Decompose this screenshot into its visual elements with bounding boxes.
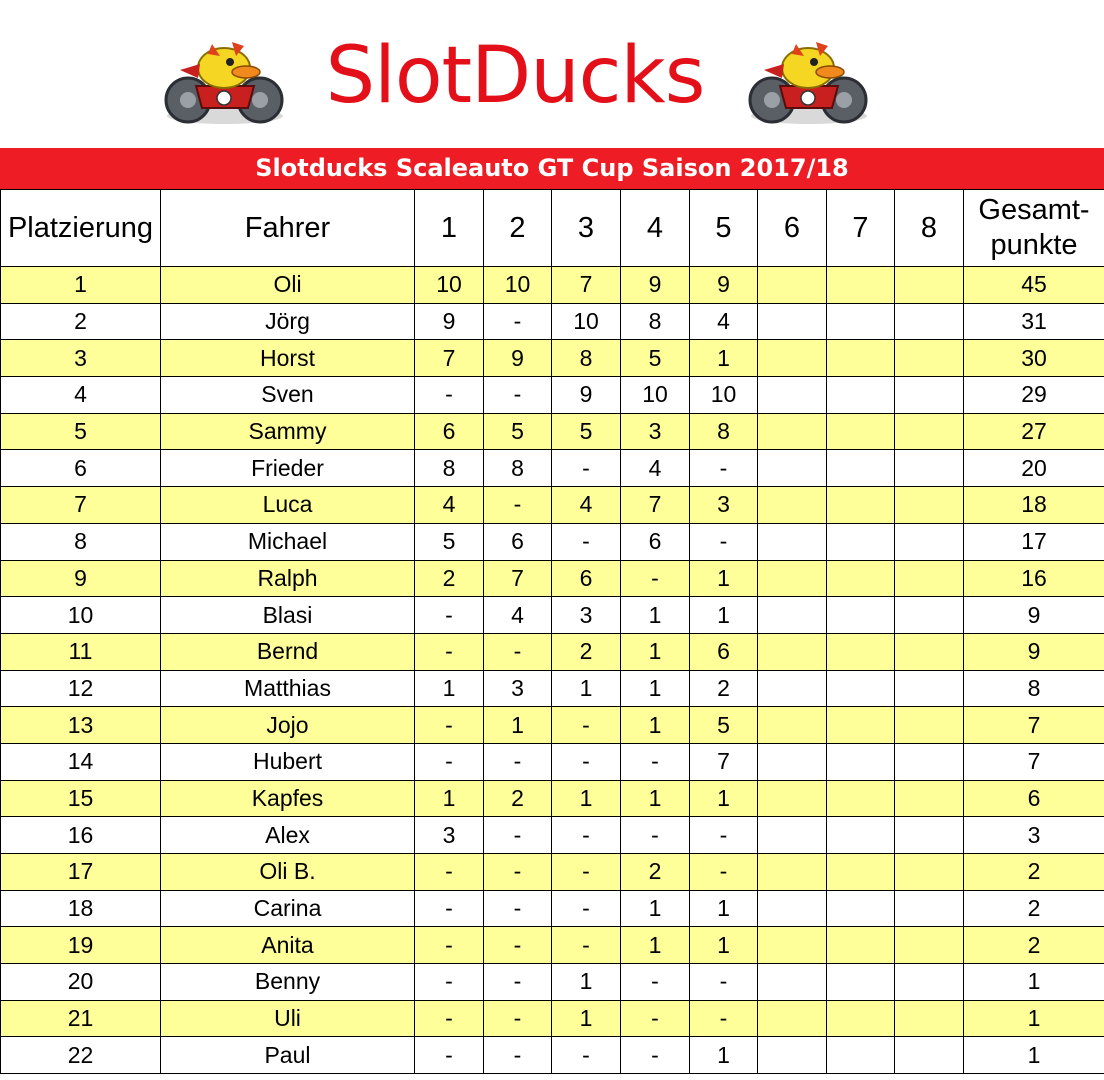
driver-name-cell: Blasi: [161, 597, 415, 634]
race-3-points-cell: 1: [552, 1000, 621, 1037]
driver-name-cell: Sven: [161, 377, 415, 414]
race-2-points-cell: -: [484, 1037, 552, 1074]
race-3-points-cell: 5: [552, 413, 621, 450]
race-3-points-cell: -: [552, 1037, 621, 1074]
race-3-points-cell: 2: [552, 633, 621, 670]
header-race-1: 1: [415, 190, 484, 267]
rank-cell: 9: [1, 560, 161, 597]
rank-cell: 22: [1, 1037, 161, 1074]
rank-cell: 14: [1, 743, 161, 780]
rank-cell: 2: [1, 303, 161, 340]
table-row: [1, 854, 1104, 891]
race-2-points-cell: 5: [484, 413, 552, 450]
race-7-points-cell: [827, 487, 895, 524]
race-3-points-cell: 1: [552, 670, 621, 707]
rank-cell: 6: [1, 450, 161, 487]
race-4-points-cell: 1: [621, 670, 690, 707]
race-4-points-cell: 2: [621, 854, 690, 891]
race-6-points-cell: [758, 743, 827, 780]
race-5-points-cell: 10: [690, 377, 758, 414]
race-2-points-cell: 7: [484, 560, 552, 597]
race-6-points-cell: [758, 413, 827, 450]
race-5-points-cell: -: [690, 1000, 758, 1037]
race-7-points-cell: [827, 413, 895, 450]
rank-cell: 11: [1, 633, 161, 670]
race-7-points-cell: [827, 743, 895, 780]
driver-name-cell: Alex: [161, 817, 415, 854]
race-1-points-cell: 2: [415, 560, 484, 597]
race-6-points-cell: [758, 377, 827, 414]
driver-name-cell: Carina: [161, 890, 415, 927]
table-row: [1, 303, 1104, 340]
total-points-cell: 7: [964, 743, 1104, 780]
race-8-points-cell: [895, 743, 964, 780]
race-2-points-cell: 9: [484, 340, 552, 377]
race-1-points-cell: -: [415, 633, 484, 670]
race-2-points-cell: -: [484, 303, 552, 340]
rank-cell: 5: [1, 413, 161, 450]
race-8-points-cell: [895, 413, 964, 450]
duck-racer-icon: [162, 30, 288, 126]
header-race-7: 7: [827, 190, 895, 267]
race-4-points-cell: 1: [621, 633, 690, 670]
driver-name-cell: Ralph: [161, 560, 415, 597]
logo-title: SlotDucks: [325, 31, 705, 121]
race-5-points-cell: 1: [690, 597, 758, 634]
table-row: [1, 927, 1104, 964]
race-4-points-cell: 10: [621, 377, 690, 414]
race-7-points-cell: [827, 707, 895, 744]
race-3-points-cell: -: [552, 450, 621, 487]
race-4-points-cell: 8: [621, 303, 690, 340]
race-2-points-cell: 6: [484, 523, 552, 560]
race-6-points-cell: [758, 707, 827, 744]
race-2-points-cell: 8: [484, 450, 552, 487]
race-6-points-cell: [758, 854, 827, 891]
driver-name-cell: Jojo: [161, 707, 415, 744]
race-6-points-cell: [758, 267, 827, 304]
total-points-cell: 9: [964, 633, 1104, 670]
race-7-points-cell: [827, 523, 895, 560]
race-5-points-cell: 5: [690, 707, 758, 744]
race-5-points-cell: 1: [690, 890, 758, 927]
header-race-5: 5: [690, 190, 758, 267]
total-points-cell: 20: [964, 450, 1104, 487]
table-row: [1, 560, 1104, 597]
race-8-points-cell: [895, 267, 964, 304]
race-7-points-cell: [827, 303, 895, 340]
race-4-points-cell: -: [621, 964, 690, 1001]
race-2-points-cell: -: [484, 890, 552, 927]
race-5-points-cell: 2: [690, 670, 758, 707]
race-8-points-cell: [895, 1000, 964, 1037]
race-2-points-cell: 2: [484, 780, 552, 817]
race-1-points-cell: -: [415, 377, 484, 414]
driver-name-cell: Frieder: [161, 450, 415, 487]
total-points-cell: 29: [964, 377, 1104, 414]
race-7-points-cell: [827, 340, 895, 377]
table-row: [1, 450, 1104, 487]
table-row: [1, 780, 1104, 817]
race-4-points-cell: 1: [621, 780, 690, 817]
driver-name-cell: Sammy: [161, 413, 415, 450]
race-5-points-cell: -: [690, 450, 758, 487]
race-7-points-cell: [827, 670, 895, 707]
total-points-cell: 18: [964, 487, 1104, 524]
driver-name-cell: Luca: [161, 487, 415, 524]
race-1-points-cell: 9: [415, 303, 484, 340]
race-7-points-cell: [827, 1000, 895, 1037]
race-6-points-cell: [758, 303, 827, 340]
race-6-points-cell: [758, 450, 827, 487]
total-points-cell: 2: [964, 890, 1104, 927]
table-row: [1, 707, 1104, 744]
driver-name-cell: Anita: [161, 927, 415, 964]
race-1-points-cell: -: [415, 743, 484, 780]
race-1-points-cell: -: [415, 854, 484, 891]
race-5-points-cell: 8: [690, 413, 758, 450]
race-4-points-cell: -: [621, 743, 690, 780]
race-3-points-cell: 7: [552, 267, 621, 304]
race-3-points-cell: 4: [552, 487, 621, 524]
header-race-8: 8: [895, 190, 964, 267]
race-5-points-cell: 1: [690, 927, 758, 964]
rank-cell: 8: [1, 523, 161, 560]
race-2-points-cell: -: [484, 487, 552, 524]
header-total-line2: punkte: [990, 229, 1078, 261]
table-row: [1, 340, 1104, 377]
standings-body: [1, 267, 1104, 1074]
race-7-points-cell: [827, 377, 895, 414]
total-points-cell: 3: [964, 817, 1104, 854]
table-row: [1, 817, 1104, 854]
logo-area: [0, 0, 1104, 148]
race-8-points-cell: [895, 1037, 964, 1074]
race-6-points-cell: [758, 487, 827, 524]
table-row: [1, 670, 1104, 707]
total-points-cell: 1: [964, 1037, 1104, 1074]
race-4-points-cell: -: [621, 1037, 690, 1074]
total-points-cell: 27: [964, 413, 1104, 450]
race-1-points-cell: -: [415, 1000, 484, 1037]
race-3-points-cell: 9: [552, 377, 621, 414]
race-8-points-cell: [895, 964, 964, 1001]
race-7-points-cell: [827, 450, 895, 487]
race-3-points-cell: -: [552, 523, 621, 560]
driver-name-cell: Bernd: [161, 633, 415, 670]
race-3-points-cell: 10: [552, 303, 621, 340]
race-1-points-cell: 1: [415, 670, 484, 707]
race-7-points-cell: [827, 560, 895, 597]
race-2-points-cell: -: [484, 817, 552, 854]
total-points-cell: 1: [964, 1000, 1104, 1037]
race-5-points-cell: 7: [690, 743, 758, 780]
race-5-points-cell: 6: [690, 633, 758, 670]
race-3-points-cell: -: [552, 854, 621, 891]
race-6-points-cell: [758, 1000, 827, 1037]
rank-cell: 3: [1, 340, 161, 377]
table-row: [1, 377, 1104, 414]
total-points-cell: 2: [964, 927, 1104, 964]
race-6-points-cell: [758, 523, 827, 560]
table-row: [1, 890, 1104, 927]
race-3-points-cell: -: [552, 817, 621, 854]
race-7-points-cell: [827, 780, 895, 817]
rank-cell: 20: [1, 964, 161, 1001]
header-race-6: 6: [758, 190, 827, 267]
driver-name-cell: Matthias: [161, 670, 415, 707]
standings-table: [0, 189, 1104, 1074]
race-6-points-cell: [758, 890, 827, 927]
race-7-points-cell: [827, 964, 895, 1001]
race-1-points-cell: 4: [415, 487, 484, 524]
table-row: [1, 597, 1104, 634]
race-1-points-cell: -: [415, 1037, 484, 1074]
race-1-points-cell: 6: [415, 413, 484, 450]
race-3-points-cell: 8: [552, 340, 621, 377]
rank-cell: 12: [1, 670, 161, 707]
season-banner: Slotducks Scaleauto GT Cup Saison 2017/18: [0, 148, 1104, 189]
header-total: [964, 190, 1104, 267]
race-8-points-cell: [895, 523, 964, 560]
table-row: [1, 1000, 1104, 1037]
race-8-points-cell: [895, 377, 964, 414]
race-1-points-cell: -: [415, 964, 484, 1001]
driver-name-cell: Kapfes: [161, 780, 415, 817]
table-row: [1, 964, 1104, 1001]
race-3-points-cell: -: [552, 927, 621, 964]
rank-cell: 21: [1, 1000, 161, 1037]
race-6-points-cell: [758, 1037, 827, 1074]
total-points-cell: 9: [964, 597, 1104, 634]
race-1-points-cell: 7: [415, 340, 484, 377]
race-8-points-cell: [895, 450, 964, 487]
race-4-points-cell: 1: [621, 707, 690, 744]
race-2-points-cell: -: [484, 1000, 552, 1037]
race-4-points-cell: 9: [621, 267, 690, 304]
race-5-points-cell: -: [690, 964, 758, 1001]
race-3-points-cell: 1: [552, 964, 621, 1001]
rank-cell: 17: [1, 854, 161, 891]
race-7-points-cell: [827, 1037, 895, 1074]
race-5-points-cell: 1: [690, 1037, 758, 1074]
duck-racer-icon: [746, 30, 872, 126]
race-5-points-cell: 9: [690, 267, 758, 304]
race-7-points-cell: [827, 927, 895, 964]
race-1-points-cell: 1: [415, 780, 484, 817]
race-1-points-cell: 3: [415, 817, 484, 854]
race-8-points-cell: [895, 560, 964, 597]
table-row: [1, 487, 1104, 524]
table-row: [1, 1037, 1104, 1074]
race-1-points-cell: 8: [415, 450, 484, 487]
rank-cell: 19: [1, 927, 161, 964]
race-7-points-cell: [827, 597, 895, 634]
race-5-points-cell: 1: [690, 560, 758, 597]
total-points-cell: 2: [964, 854, 1104, 891]
driver-name-cell: Oli B.: [161, 854, 415, 891]
race-4-points-cell: 1: [621, 927, 690, 964]
header-race-4: 4: [621, 190, 690, 267]
race-6-points-cell: [758, 670, 827, 707]
total-points-cell: 45: [964, 267, 1104, 304]
race-6-points-cell: [758, 340, 827, 377]
race-8-points-cell: [895, 633, 964, 670]
race-5-points-cell: 1: [690, 780, 758, 817]
race-4-points-cell: 1: [621, 890, 690, 927]
driver-name-cell: Benny: [161, 964, 415, 1001]
table-row: [1, 743, 1104, 780]
driver-name-cell: Jörg: [161, 303, 415, 340]
race-6-points-cell: [758, 964, 827, 1001]
driver-name-cell: Hubert: [161, 743, 415, 780]
rank-cell: 15: [1, 780, 161, 817]
table-row: [1, 633, 1104, 670]
driver-name-cell: Uli: [161, 1000, 415, 1037]
race-7-points-cell: [827, 267, 895, 304]
race-8-points-cell: [895, 340, 964, 377]
total-points-cell: 17: [964, 523, 1104, 560]
race-2-points-cell: -: [484, 854, 552, 891]
race-2-points-cell: 10: [484, 267, 552, 304]
total-points-cell: 30: [964, 340, 1104, 377]
race-3-points-cell: -: [552, 890, 621, 927]
race-5-points-cell: 3: [690, 487, 758, 524]
race-6-points-cell: [758, 633, 827, 670]
race-5-points-cell: -: [690, 817, 758, 854]
race-8-points-cell: [895, 707, 964, 744]
race-5-points-cell: -: [690, 523, 758, 560]
race-8-points-cell: [895, 927, 964, 964]
rank-cell: 1: [1, 267, 161, 304]
race-1-points-cell: -: [415, 927, 484, 964]
rank-cell: 7: [1, 487, 161, 524]
race-8-points-cell: [895, 597, 964, 634]
rank-cell: 4: [1, 377, 161, 414]
rank-cell: 10: [1, 597, 161, 634]
race-5-points-cell: 1: [690, 340, 758, 377]
race-7-points-cell: [827, 890, 895, 927]
race-4-points-cell: 4: [621, 450, 690, 487]
driver-name-cell: Horst: [161, 340, 415, 377]
total-points-cell: 16: [964, 560, 1104, 597]
header-rank: Platzierung: [1, 190, 161, 267]
rank-cell: 13: [1, 707, 161, 744]
race-4-points-cell: 1: [621, 597, 690, 634]
race-4-points-cell: 5: [621, 340, 690, 377]
race-6-points-cell: [758, 817, 827, 854]
race-8-points-cell: [895, 487, 964, 524]
race-3-points-cell: 6: [552, 560, 621, 597]
race-2-points-cell: 1: [484, 707, 552, 744]
race-3-points-cell: -: [552, 707, 621, 744]
race-2-points-cell: -: [484, 927, 552, 964]
race-1-points-cell: -: [415, 707, 484, 744]
rank-cell: 16: [1, 817, 161, 854]
race-4-points-cell: 7: [621, 487, 690, 524]
driver-name-cell: Michael: [161, 523, 415, 560]
race-4-points-cell: -: [621, 1000, 690, 1037]
table-row: [1, 413, 1104, 450]
header-race-2: 2: [484, 190, 552, 267]
race-8-points-cell: [895, 303, 964, 340]
race-3-points-cell: 1: [552, 780, 621, 817]
race-1-points-cell: -: [415, 890, 484, 927]
race-2-points-cell: 3: [484, 670, 552, 707]
total-points-cell: 6: [964, 780, 1104, 817]
race-1-points-cell: 5: [415, 523, 484, 560]
race-6-points-cell: [758, 597, 827, 634]
race-6-points-cell: [758, 560, 827, 597]
rank-cell: 18: [1, 890, 161, 927]
race-4-points-cell: -: [621, 560, 690, 597]
race-4-points-cell: 3: [621, 413, 690, 450]
race-8-points-cell: [895, 854, 964, 891]
header-driver: Fahrer: [161, 190, 415, 267]
race-6-points-cell: [758, 927, 827, 964]
race-5-points-cell: 4: [690, 303, 758, 340]
driver-name-cell: Oli: [161, 267, 415, 304]
total-points-cell: 8: [964, 670, 1104, 707]
race-8-points-cell: [895, 670, 964, 707]
race-3-points-cell: 3: [552, 597, 621, 634]
race-3-points-cell: -: [552, 743, 621, 780]
driver-name-cell: Paul: [161, 1037, 415, 1074]
race-2-points-cell: -: [484, 743, 552, 780]
table-row: [1, 267, 1104, 304]
race-1-points-cell: -: [415, 597, 484, 634]
table-row: [1, 523, 1104, 560]
race-2-points-cell: 4: [484, 597, 552, 634]
race-2-points-cell: -: [484, 964, 552, 1001]
race-6-points-cell: [758, 780, 827, 817]
total-points-cell: 7: [964, 707, 1104, 744]
race-8-points-cell: [895, 780, 964, 817]
race-7-points-cell: [827, 817, 895, 854]
header-row: [1, 190, 1104, 267]
race-7-points-cell: [827, 854, 895, 891]
race-1-points-cell: 10: [415, 267, 484, 304]
race-2-points-cell: -: [484, 377, 552, 414]
total-points-cell: 1: [964, 964, 1104, 1001]
race-8-points-cell: [895, 890, 964, 927]
header-total-line1: Gesamt-: [978, 194, 1090, 226]
race-4-points-cell: 6: [621, 523, 690, 560]
race-5-points-cell: -: [690, 854, 758, 891]
header-race-3: 3: [552, 190, 621, 267]
race-7-points-cell: [827, 633, 895, 670]
race-4-points-cell: -: [621, 817, 690, 854]
race-2-points-cell: -: [484, 633, 552, 670]
race-8-points-cell: [895, 817, 964, 854]
total-points-cell: 31: [964, 303, 1104, 340]
